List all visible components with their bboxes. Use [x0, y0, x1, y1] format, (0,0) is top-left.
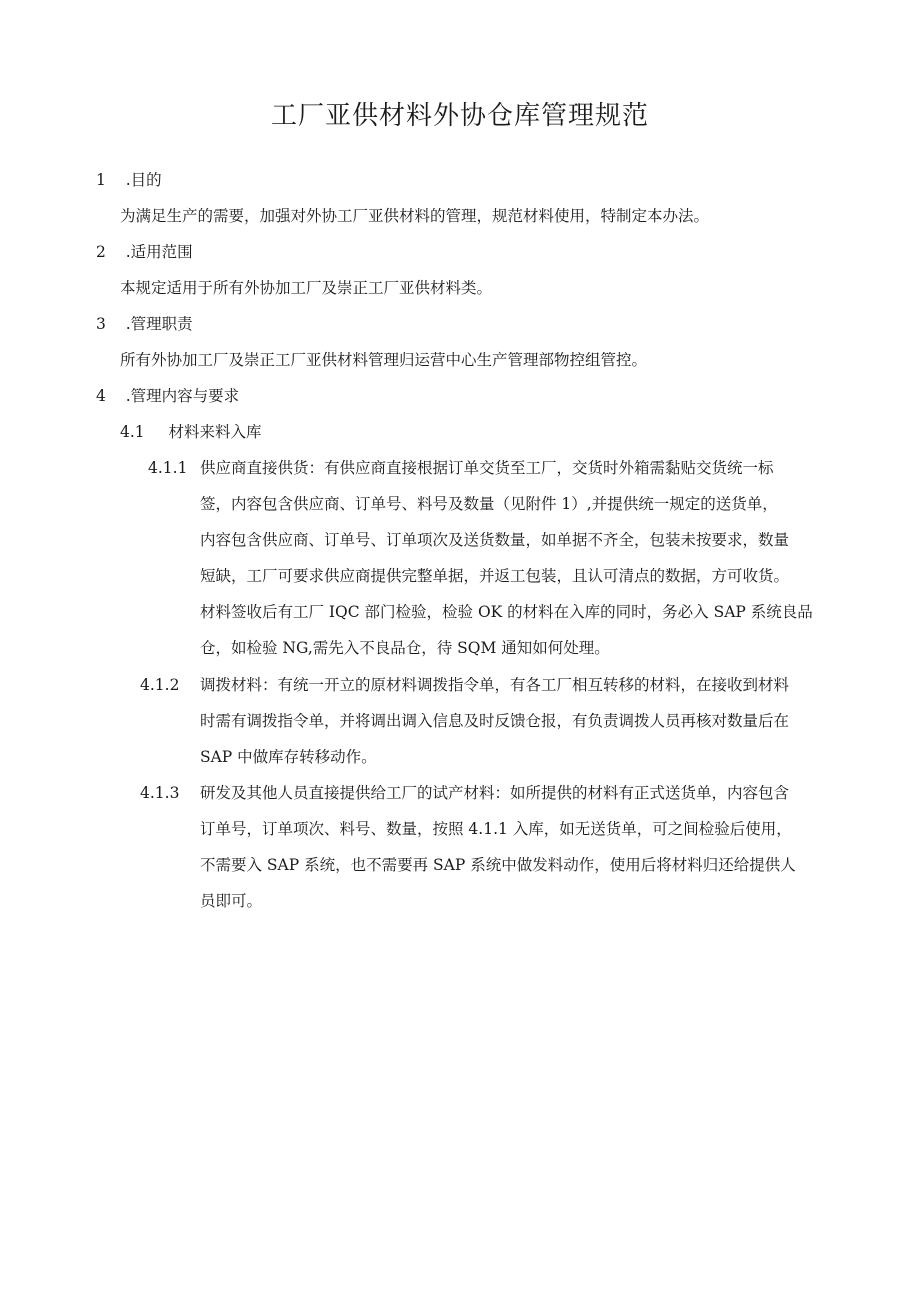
item-4-1-3-line: 不需要入 SAP 系统，也不需要再 SAP 系统中做发料动作，使用后将材料归还给提供人 [200, 856, 796, 874]
section-2-title: .适用范围 [125, 243, 193, 261]
item-4-1-2-body [200, 667, 840, 775]
section-3-title: .管理职责 [125, 315, 193, 333]
section-2-heading [96, 241, 193, 263]
item-4-1-1-line: 短缺，工厂可要求供应商提供完整单据，并返工包装，且认可清点的数据，方可收货。 [200, 567, 790, 585]
item-4-1-1-number: 4.1.1 [148, 459, 188, 477]
subsection-4-1-title: 材料来料入库 [168, 423, 262, 441]
document-title: 工厂亚供材料外协仓库管理规范 [270, 101, 649, 131]
item-4-1-3-line: 订单号，订单项次、料号、数量，按照 4.1.1 入库，如无送货单，可之间检验后使用， [200, 820, 792, 838]
section-3-heading [96, 313, 193, 335]
subsection-4-1-heading [120, 421, 262, 443]
section-4-number: 4 [96, 387, 106, 405]
section-2-body: 本规定适用于所有外协加工厂及崇正工厂亚供材料类。 [120, 279, 493, 297]
item-4-1-3-body [200, 775, 840, 919]
section-1-body: 为满足生产的需要，加强对外协工厂亚供材料的管理，规范材料使用，特制定本办法。 [120, 207, 710, 225]
item-4-1-3-line: 员即可。 [200, 892, 263, 910]
section-3-number: 3 [96, 315, 106, 333]
item-4-1-1-line: 供应商直接供货：有供应商直接根据订单交货至工厂，交货时外箱需黏贴交货统一标 [200, 459, 774, 477]
subsection-4-1-number: 4.1 [120, 423, 145, 441]
section-4-heading [96, 385, 239, 407]
item-4-1-1-line: 仓，如检验 NG,需先入不良品仓，待 SQM 通知如何处理。 [200, 639, 610, 657]
item-4-1-1-line: 内容包含供应商、订单号、订单项次及送货数量，如单据不齐全，包装未按要求，数量 [200, 531, 790, 549]
section-2-number: 2 [96, 243, 106, 261]
item-4-1-2-line: SAP 中做库存转移动作。 [200, 748, 377, 766]
section-1-title: .目的 [125, 171, 162, 189]
section-1-number: 1 [96, 171, 106, 189]
item-4-1-3-line: 研发及其他人员直接提供给工厂的试产材料：如所提供的材料有正式送货单，内容包含 [200, 784, 790, 802]
section-3-body: 所有外协加工厂及崇正工厂亚供材料管理归运营中心生产管理部物控组管控。 [120, 351, 648, 369]
item-4-1-1-line: 签，内容包含供应商、订单号、料号及数量（见附件 1）,并提供统一规定的送货单， [200, 495, 778, 513]
item-4-1-3-number: 4.1.3 [140, 784, 180, 802]
item-4-1-2-number: 4.1.2 [140, 676, 180, 694]
section-4-title: .管理内容与要求 [125, 387, 240, 405]
item-4-1-1-body [200, 450, 840, 666]
section-1-heading [96, 169, 162, 191]
item-4-1-1-line: 材料签收后有工厂 IQC 部门检验，检验 OK 的材料在入库的同时，务必入 SAP 系统良品 [200, 603, 813, 621]
item-4-1-2-line: 时需有调拨指令单，并将调出调入信息及时反馈仓报，有负责调拨人员再核对数量后在 [200, 712, 790, 730]
item-4-1-2-line: 调拨材料：有统一开立的原材料调拨指令单，有各工厂相互转移的材料，在接收到材料 [200, 676, 790, 694]
